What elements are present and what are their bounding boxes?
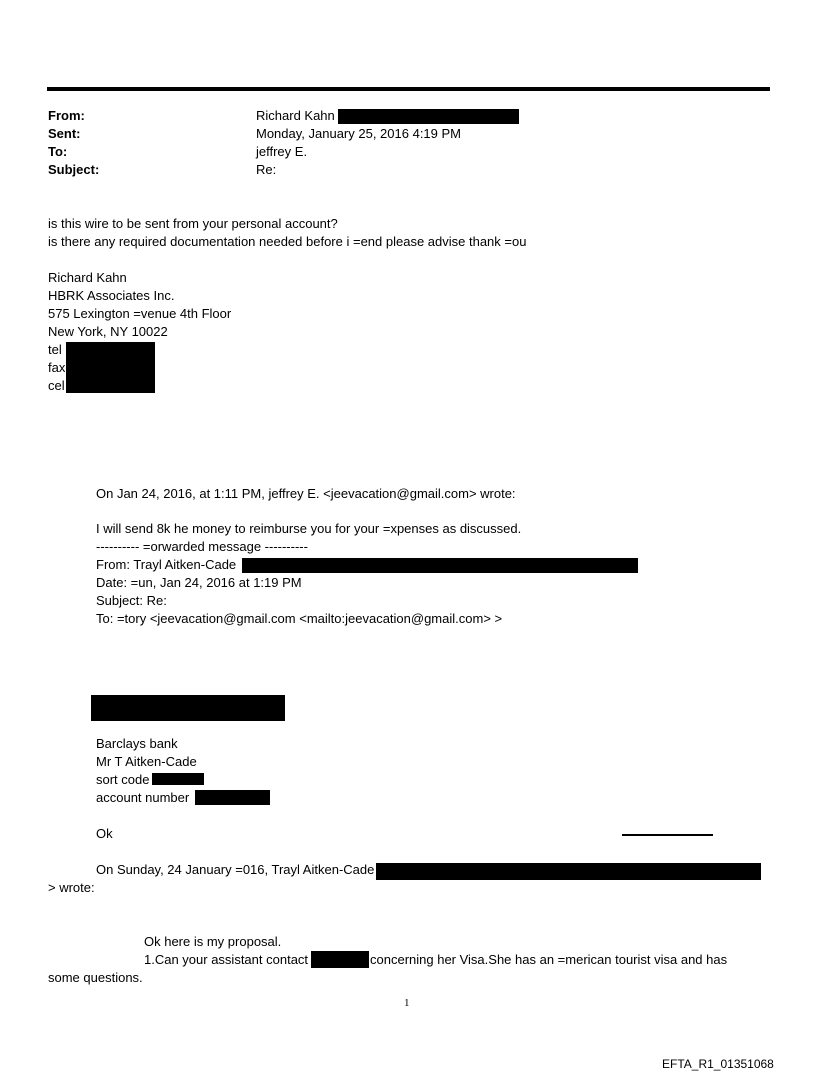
quote1-intro: On Jan 24, 2016, at 1:11 PM, jeffrey E. <jeevacation@gmail.com> wrote:	[96, 486, 516, 501]
quote1-message: I will send 8k he money to reimburse you for your =xpenses as discussed.	[96, 521, 522, 536]
page-number: 1	[404, 997, 410, 1009]
signature-cel-label: cel	[48, 378, 65, 393]
redaction-from-email	[338, 109, 519, 124]
signature-company: HBRK Associates Inc.	[48, 288, 175, 303]
subject-label: Subject:	[48, 162, 100, 177]
redaction-phone-numbers	[66, 342, 155, 393]
body-line-2: is there any required documentation needed before i =end please advise thank =ou	[48, 234, 527, 249]
header-rule	[47, 87, 770, 91]
quote2-intro: On Sunday, 24 January =016, Trayl Aitken-Cade	[96, 862, 375, 877]
quote1-forwarded: ---------- =orwarded message ----------	[96, 539, 308, 554]
quote1-from: From: Trayl Aitken-Cade	[96, 557, 237, 572]
redaction-sort-code	[152, 773, 204, 785]
subject-value: Re:	[256, 162, 277, 177]
quote1-to: To: =tory <jeevacation@gmail.com <mailto:jeevacation@gmail.com> >	[96, 611, 503, 626]
short-rule	[622, 834, 713, 836]
bank-sort-code-label: sort code	[96, 772, 150, 787]
sent-value: Monday, January 25, 2016 4:19 PM	[256, 126, 461, 141]
bank-holder: Mr T Aitken-Cade	[96, 754, 197, 769]
from-label: From:	[48, 108, 85, 123]
signature-fax-label: fax	[48, 360, 66, 375]
bank-name: Barclays bank	[96, 736, 178, 751]
quote2-item1-b: concerning her Visa.She has an =merican tourist visa and has	[370, 952, 728, 967]
body-line-1: is this wire to be sent from your personal account?	[48, 216, 338, 231]
signature-address-1: 575 Lexington =venue 4th Floor	[48, 306, 232, 321]
quote2-wrote: > wrote:	[48, 880, 95, 895]
redaction-forward-from	[242, 558, 638, 573]
quote2-item1-c: some questions.	[48, 970, 143, 985]
from-value: Richard Kahn	[256, 108, 335, 123]
to-value: jeffrey E.	[256, 144, 308, 159]
bank-ok: Ok	[96, 826, 113, 841]
signature-address-2: New York, NY 10022	[48, 324, 168, 339]
footer-document-id: EFTA_R1_01351068	[662, 1057, 774, 1071]
sent-label: Sent:	[48, 126, 81, 141]
redaction-bank-block	[91, 695, 285, 721]
signature-name: Richard Kahn	[48, 270, 127, 285]
quote2-proposal: Ok here is my proposal.	[144, 934, 282, 949]
quote1-subject: Subject: Re:	[96, 593, 167, 608]
redaction-account-number	[195, 790, 270, 805]
to-label: To:	[48, 144, 68, 159]
redaction-contact-name	[311, 951, 369, 968]
signature-tel-label: tel	[48, 342, 62, 357]
quote1-date: Date: =un, Jan 24, 2016 at 1:19 PM	[96, 575, 302, 590]
bank-account-number-label: account number	[96, 790, 190, 805]
quote2-item1-a: 1.Can your assistant contact	[144, 952, 309, 967]
redaction-quote2-email	[376, 863, 761, 880]
